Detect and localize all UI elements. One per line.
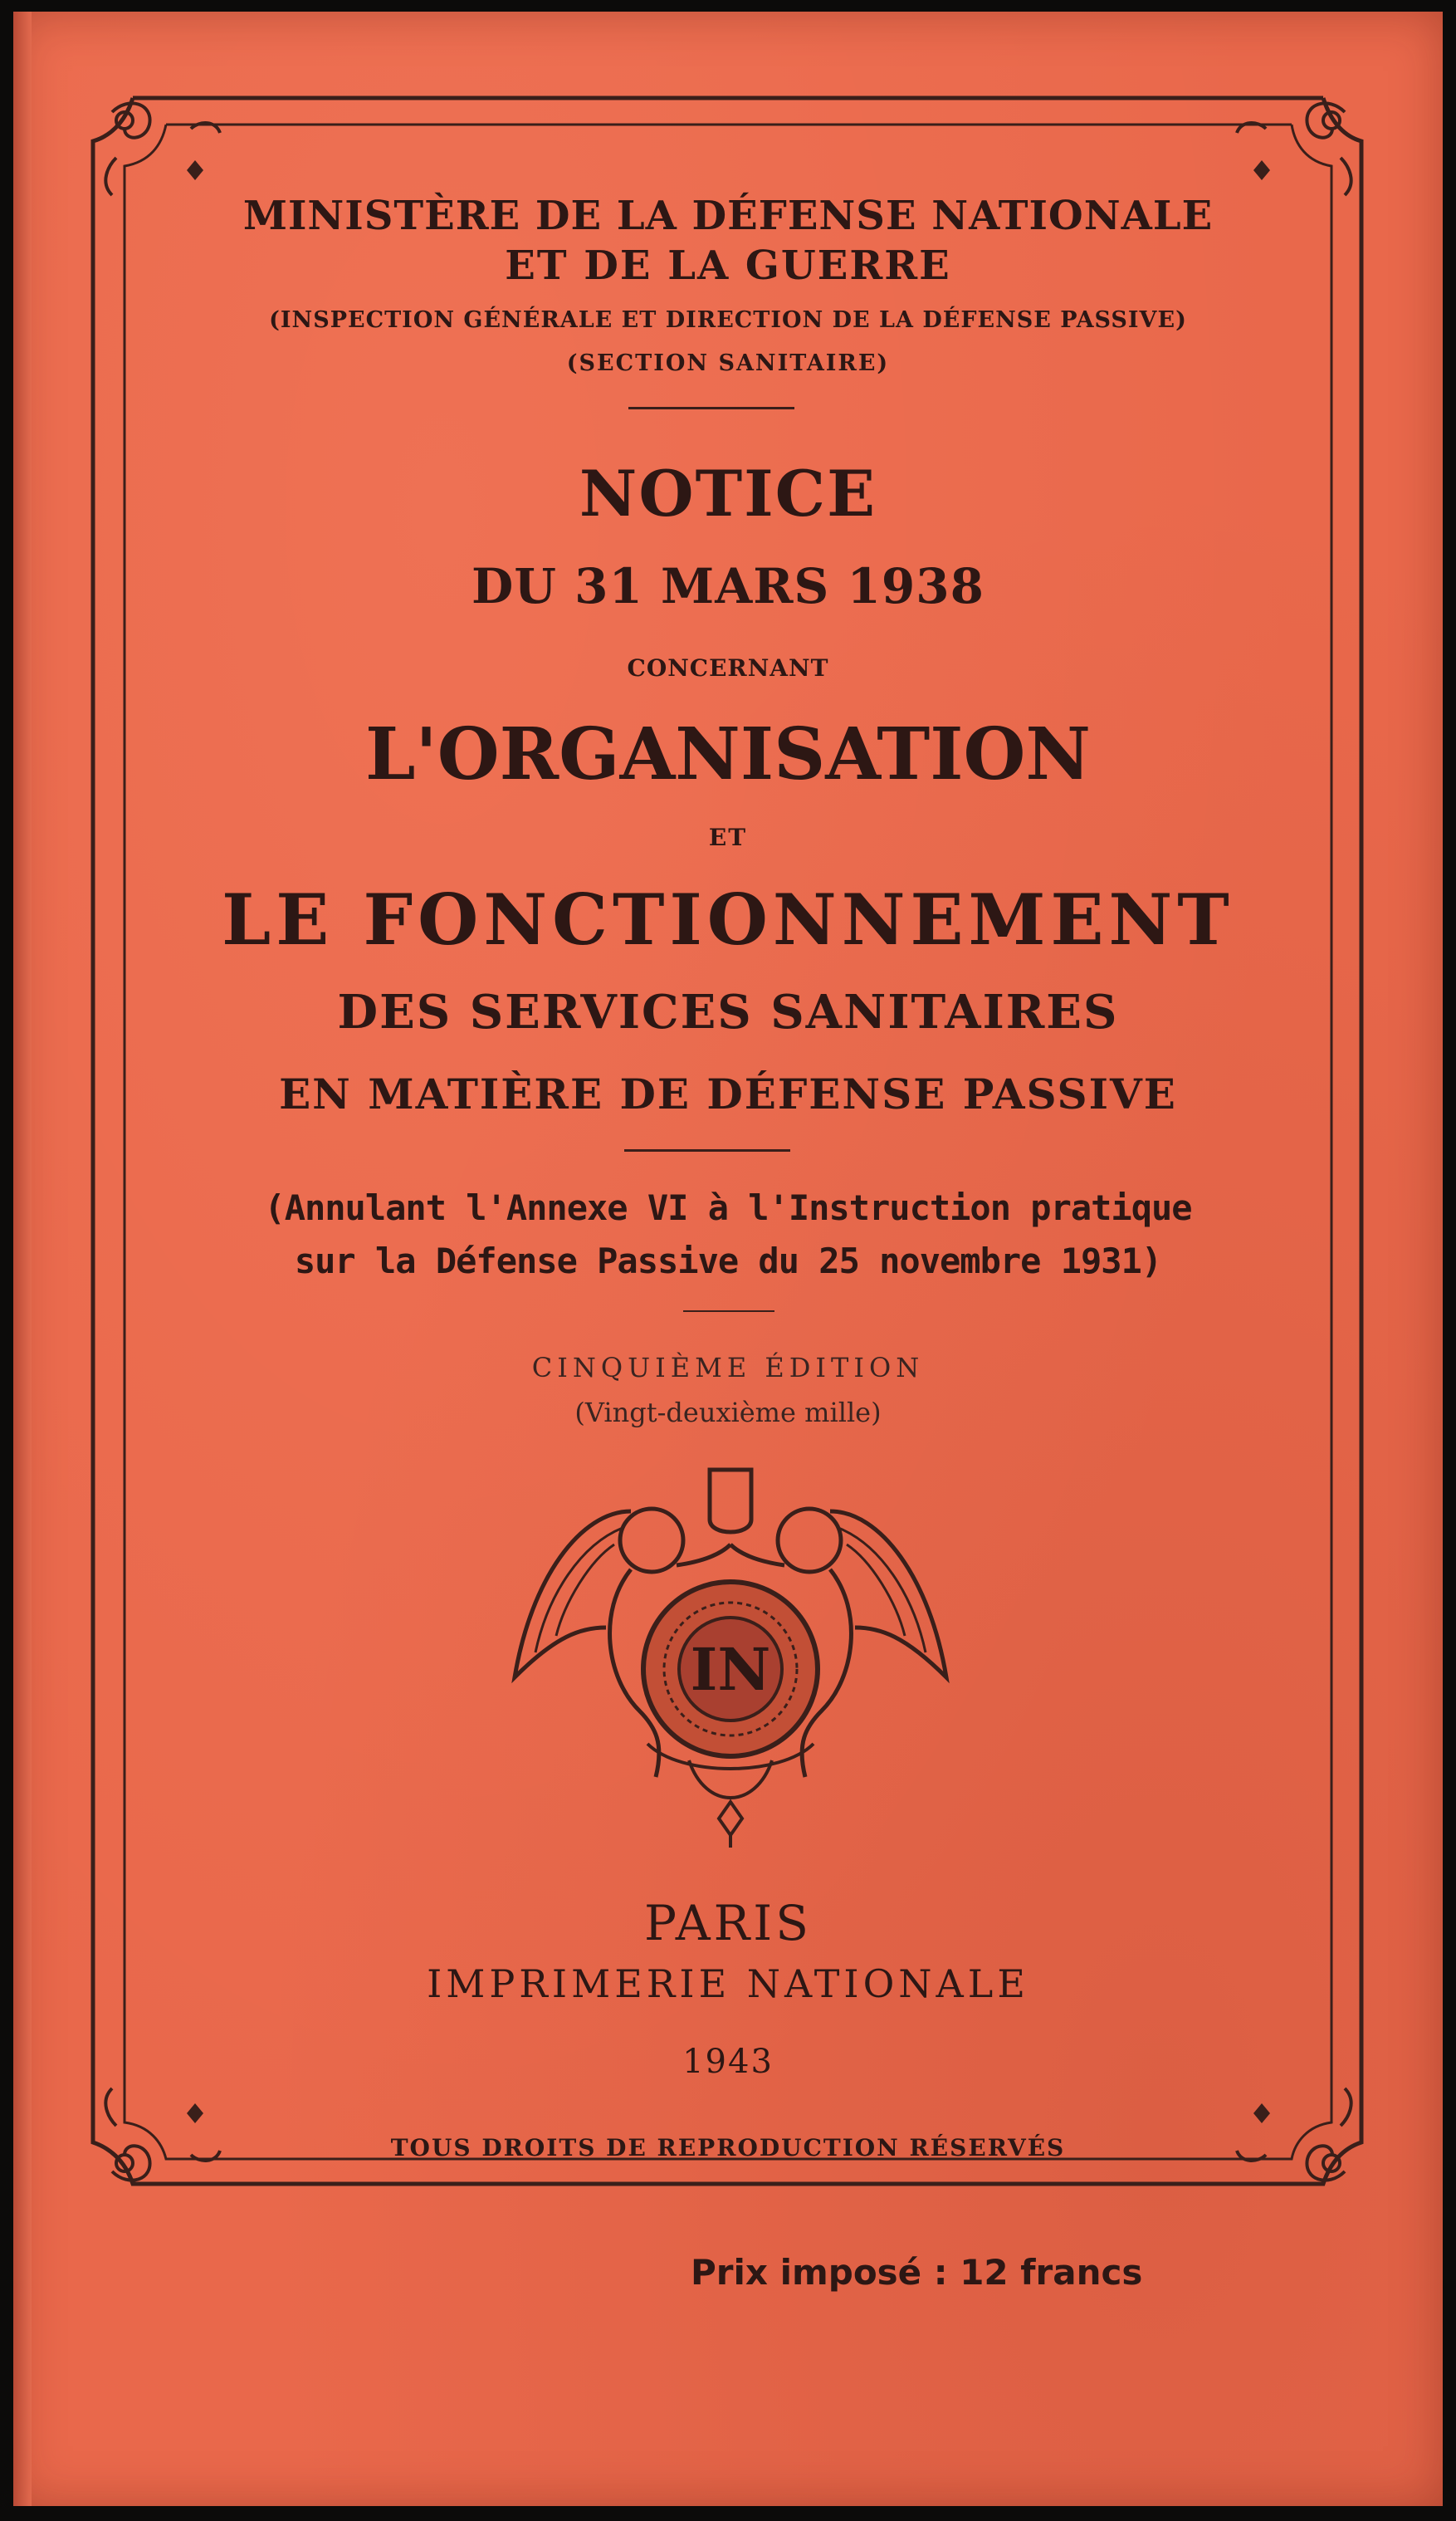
notice-date: DU 31 MARS 1938 [471,558,985,614]
edition-line: CINQUIÈME ÉDITION [531,1352,925,1383]
organisation-title: L'ORGANISATION [364,712,1092,796]
rights-notice: TOUS DROITS DE REPRODUCTION RÉSERVÉS [390,2134,1066,2161]
annul-line-1: (Annulant l'Annexe VI à l'Instruction pratique [264,1187,1192,1228]
seal-monogram: IN [690,1635,771,1704]
matiere-line: EN MATIÈRE DE DÉFENSE PASSIVE [279,1070,1177,1119]
publication-year: 1943 [682,2043,774,2081]
publisher-name: IMPRIMERIE NATIONALE [427,1961,1029,2006]
concernant-label: CONCERNANT [627,654,829,682]
divider-rule [624,1149,790,1152]
notice-title: NOTICE [579,457,877,531]
divider-rule [628,407,794,409]
edition-mille: (Vingt-deuxième mille) [574,1397,882,1428]
annul-line-2: sur la Défense Passive du 25 novembre 1931) [294,1241,1162,1281]
corner-ornament-icon [105,103,1351,2180]
publisher-city: PARIS [644,1895,812,1951]
divider-rule [683,1310,774,1312]
ministry-line-2: ET DE LA GUERRE [505,242,951,289]
et-label: ET [708,824,748,851]
ministry-line-4: (SECTION SANITAIRE) [566,350,890,376]
price-label: Prix imposé : 12 francs [691,2252,1143,2293]
fonctionnement-title: LE FONCTIONNEMENT [222,879,1234,961]
ministry-line-1: MINISTÈRE DE LA DÉFENSE NATIONALE [242,193,1214,239]
ministry-line-3: (INSPECTION GÉNÉRALE ET DIRECTION DE LA DÉFENSE PASSIVE) [269,307,1187,333]
services-line: DES SERVICES SANITAIRES [337,985,1119,1040]
imprimerie-nationale-seal-icon [498,1461,963,1852]
